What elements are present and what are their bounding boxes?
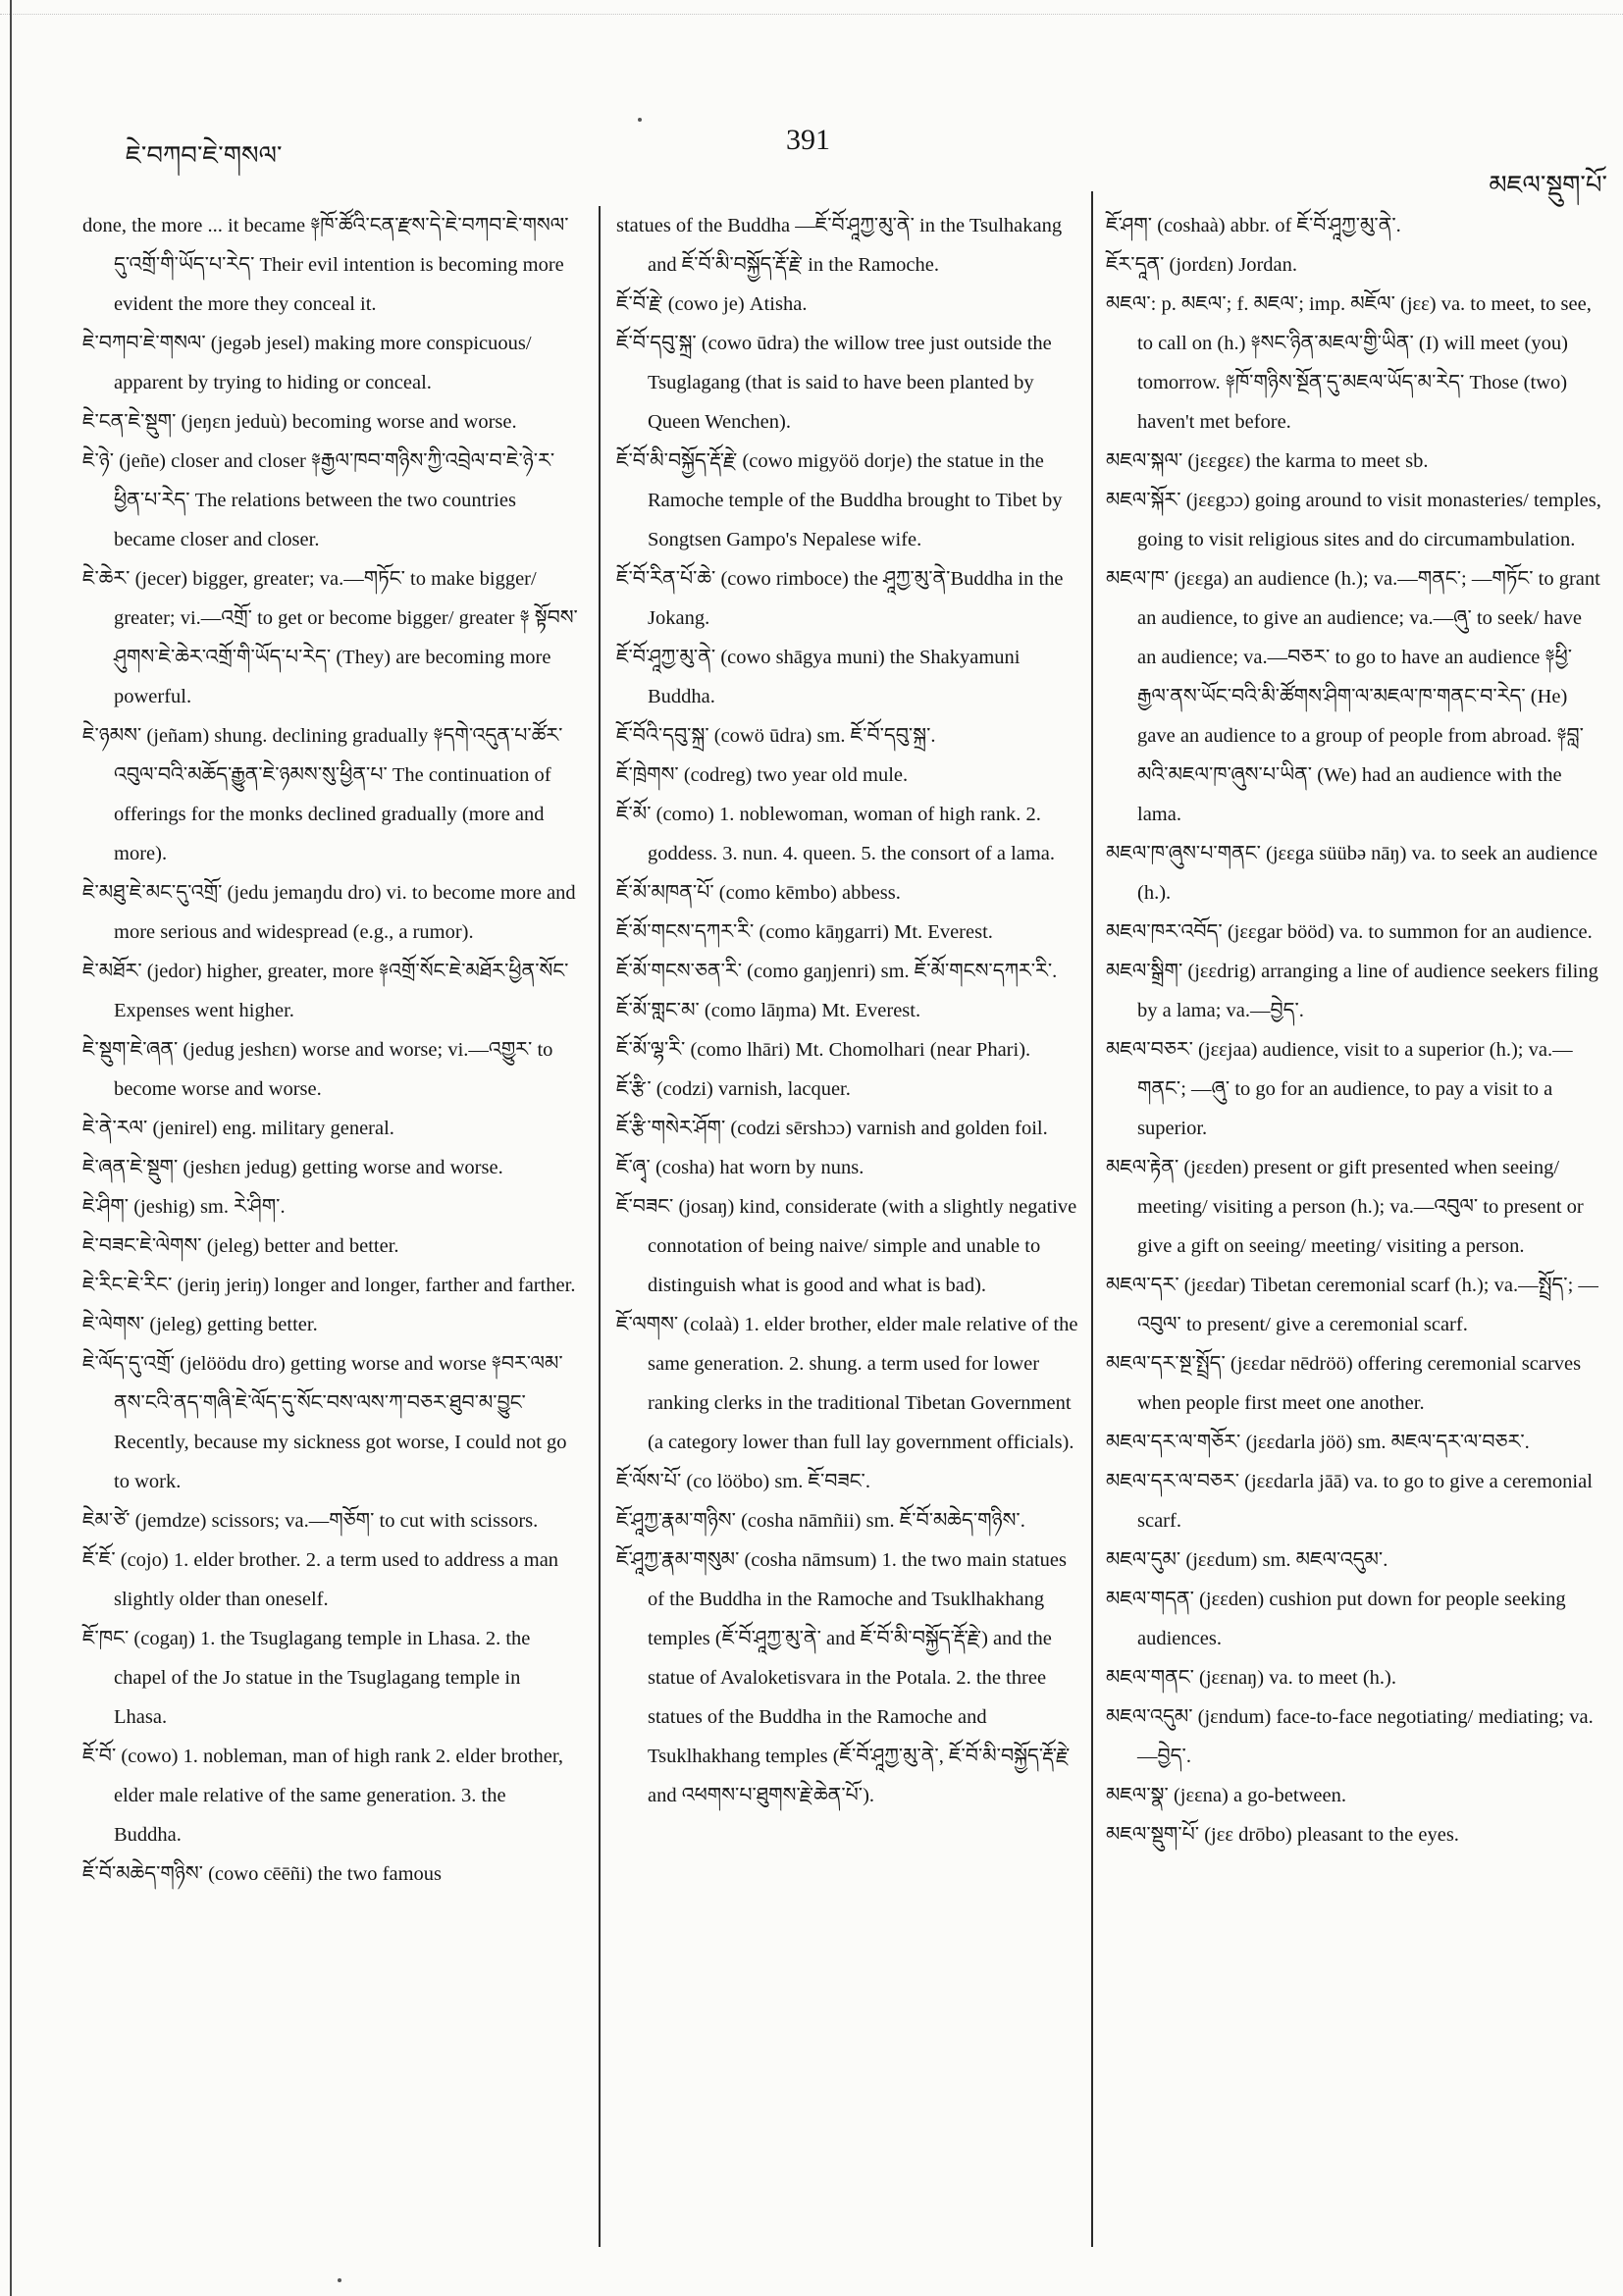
scan-left-edge <box>10 0 12 2296</box>
dictionary-entry <box>1106 913 1602 952</box>
entry-text: ཇོ་མོ་གླང་མ་ (como lāŋma) Mt. Everest. <box>616 1000 921 1021</box>
entry-text: མཇལ་གདན་ (jɛɛden) cushion put down for people seeking audiences. <box>1106 1589 1566 1649</box>
scan-speck <box>638 118 642 122</box>
dictionary-entry <box>616 1070 1083 1109</box>
entry-text: ཇེ་ཆེར་ (jecer) bigger, greater; va.—གཏོང་ to make bigger/ greater; vi.—འགྲོ་ to get or become bigger/ greater ༈ སྟོབས་ཤུགས་ཇེ་ཆེར་འགྲོ་གི་ཡོད་པ་རེད་ (They) are becoming more powerful. <box>82 568 578 707</box>
dictionary-entry <box>1106 834 1602 913</box>
entry-text: ཇོ་བོ་རིན་པོ་ཆེ་ (cowo rimboce) the ཤཱཀྱ་མུ་ནེ་Buddha in the Jokang. <box>616 568 1064 629</box>
entry-text: ཇོ་ཇོ་ (cojo) 1. elder brother. 2. a term used to address a man slightly older than oneself. <box>82 1549 559 1610</box>
dictionary-entry <box>82 1344 578 1501</box>
entry-text: མཇལ་ཁ་ (jɛɛga) an audience (h.); va.—གནང་; —གཏོང་ to grant an audience, to give an audience; va.—ཞུ་ to seek/ have an audience; va.—བཅར་ to go to have an audience ༈ཕྱི་རྒྱལ་ནས་ཡོང་བའི་མི་ཚོགས་ཤིག་ལ་མཇལ་ཁ་གནང་བ་རེད་ (He) gave an audience to a group of people from abroad. ༈བླ་མའི་མཇལ་ཁ་ཞུས་པ་ཡིན་ (We) had an audience with the lama. <box>1106 568 1600 825</box>
entry-text: ཇེ་བཟང་ཇེ་ལེགས་ (jeleg) better and better. <box>82 1235 399 1257</box>
right-running-head: མཇལ་སྡུག་པོ་ <box>1489 171 1607 199</box>
entry-text: ཇོ་ཤག་ (coshaà) abbr. of ཇོ་བོ་ཤཱཀྱ་མུ་ནེ་. <box>1106 215 1401 236</box>
dictionary-entry <box>616 952 1083 991</box>
dictionary-entry <box>82 206 578 324</box>
entry-text: མཇལ་ཁ་ཞུས་པ་གནང་ (jɛɛga süübə nāŋ) va. to seek an audience (h.). <box>1106 843 1598 904</box>
dictionary-entry <box>616 285 1083 324</box>
entry-text: མཇལ་སྡུག་པོ་ (jɛɛ drōbo) pleasant to the eyes. <box>1106 1824 1459 1846</box>
dictionary-entry <box>82 402 578 442</box>
scan-top-edge <box>0 14 1623 15</box>
entry-text: ཇོ་རྩི་ (codzi) varnish, lacquer. <box>616 1078 851 1100</box>
dictionary-entry <box>616 638 1083 716</box>
entry-text: ཇོ་ཁང་ (cogaŋ) 1. the Tsuglagang temple in Lhasa. 2. the chapel of the Jo statue in the Tsuglagang temple in Lhasa. <box>82 1628 531 1728</box>
dictionary-entry <box>82 559 578 716</box>
dictionary-entry <box>82 716 578 873</box>
entry-text: མཇལ་གནང་ (jɛɛnaŋ) va. to meet (h.). <box>1106 1667 1397 1689</box>
dictionary-entry <box>1106 1776 1602 1815</box>
dictionary-entry <box>82 1305 578 1344</box>
entry-text: མཇལ་དར་ལ་གཅོར་ (jɛɛdarla jöö) sm. མཇལ་དར་ལ་བཅར་. <box>1106 1432 1530 1453</box>
dictionary-entry <box>82 1109 578 1148</box>
entry-text: ཇེ་མཐུ་ཇེ་མང་དུ་འགྲོ་ (jedu jemaŋdu dro) vi. to become more and more serious and widespread (e.g., a rumor). <box>82 882 576 943</box>
dictionary-entry <box>1106 245 1602 285</box>
entry-text: མཇལ་སྒྲིག་ (jɛɛdrig) arranging a line of audience seekers filing by a lama; va.—བྱེད་. <box>1106 961 1598 1021</box>
dictionary-entry <box>616 1030 1083 1070</box>
column-divider-left <box>599 206 601 2247</box>
dictionary-entry <box>616 1148 1083 1187</box>
dictionary-entry <box>1106 1344 1602 1423</box>
dictionary-entry <box>1106 285 1602 442</box>
scan-speck <box>338 2278 341 2282</box>
entry-text: ཇོ་མོ་ (como) 1. noblewoman, woman of high rank. 2. goddess. 3. nun. 4. queen. 5. the consort of a lama. <box>616 804 1056 864</box>
dictionary-entry <box>1106 1580 1602 1658</box>
dictionary-entry <box>616 991 1083 1030</box>
entry-text: ཇོ་བོ་ (cowo) 1. nobleman, man of high rank 2. elder brother, elder male relative of the same generation. 3. the Buddha. <box>82 1746 563 1846</box>
entry-text: ཇེ་ནེ་རལ་ (jenirel) eng. military general. <box>82 1118 394 1139</box>
dictionary-entry <box>1106 1423 1602 1462</box>
dictionary-entry <box>616 1305 1083 1462</box>
dictionary-entry <box>82 1619 578 1737</box>
dictionary-entry <box>616 1462 1083 1501</box>
column-right <box>1106 206 1602 1854</box>
dictionary-entry <box>82 442 578 559</box>
dictionary-entry <box>616 1187 1083 1305</box>
entry-text: ཇོ་ལོས་པོ་ (co lööbo) sm. ཇོ་བཟང་. <box>616 1471 870 1492</box>
entry-text: མཇལ་སྐལ་ (jɛɛgɛɛ) the karma to meet sb. <box>1106 450 1429 472</box>
entry-text: མཇལ་སྣ་ (jɛɛna) a go-between. <box>1106 1785 1346 1806</box>
dictionary-entry <box>82 1187 578 1226</box>
entry-text: ཇོ་བཟང་ (josaŋ) kind, considerate (with a slightly negative connotation of being naive/ simple and unable to distinguish what is good and what is bad). <box>616 1196 1077 1296</box>
dictionary-entry <box>82 1737 578 1854</box>
entry-text: ཇེ་སྡུག་ཇེ་ཞན་ (jedug jeshɛn) worse and worse; vi.—འགྱུར་ to become worse and worse. <box>82 1039 553 1100</box>
entry-text: ཇེ་ཞན་ཇེ་སྡུག་ (jeshɛn jedug) getting worse and worse. <box>82 1157 503 1178</box>
dictionary-entry <box>1106 1540 1602 1580</box>
dictionary-entry <box>616 559 1083 638</box>
dictionary-entry <box>1106 1462 1602 1540</box>
entry-text: མཇལ་འདུམ་ (jɛndum) face-to-face negotiating/ mediating; va.—བྱེད་. <box>1106 1706 1594 1767</box>
entry-text: ཇེ་ངན་ཇེ་སྡུག་ (jeŋɛn jeduù) becoming worse and worse. <box>82 411 517 433</box>
entry-text: ཇོ་མོ་གངས་ཅན་རི་ (como gaŋjenri) sm. ཇོ་མོ་གངས་དཀར་རི་. <box>616 961 1058 982</box>
entry-text: མཇལ་དུམ་ (jɛɛdum) sm. མཇལ་འདུམ་. <box>1106 1549 1388 1571</box>
dictionary-entry <box>616 442 1083 559</box>
entry-text: ཇོ་མོ་ལྷ་རི་ (como lhāri) Mt. Chomolhari (near Phari). <box>616 1039 1031 1061</box>
dictionary-entry <box>1106 1697 1602 1776</box>
dictionary-entry <box>82 1854 578 1894</box>
dictionary-entry <box>82 324 578 402</box>
dictionary-entry <box>1106 1815 1602 1854</box>
entry-text: ཇེ་ལོད་དུ་འགྲོ་ (jelöödu dro) getting worse and worse ༈བར་ལམ་ནས་ངའི་ནད་གཞི་ཇེ་ལོད་དུ་སོང་བས་ལས་ཀ་བཅར་ཐུབ་མ་བྱུང་ Recently, because my sickness got worse, I could not go to work. <box>82 1353 567 1492</box>
entry-text: ཇོ་བོ་མཆེད་གཉིས་ (cowo cēēñi) the two famous <box>82 1863 443 1885</box>
entry-text: ཇེ་ཉམས་ (jeñam) shung. declining gradually ༈དགེ་འདུན་པ་ཚོར་འབུལ་བའི་མཆོད་རྒྱུན་ཇེ་ཉམས་སུ་ཕྱིན་པ་ The continuation of offerings for the monks declined gradually (more and more). <box>82 725 563 864</box>
entry-text: ཇེ་ཤིག་ (jeshig) sm. རེ་ཤིག་. <box>82 1196 286 1218</box>
dictionary-entry <box>1106 481 1602 559</box>
entry-text: ཇོ་ལགས་ (colaà) 1. elder brother, elder male relative of the same generation. 2. shung. a term used for lower ranking clerks in the traditional Tibetan Government (a category lower than full lay government officials). <box>616 1314 1078 1453</box>
entry-text: ཇེ་མཐོར་ (jedor) higher, greater, more ༈འགྲོ་སོང་ཇེ་མཐོར་ཕྱིན་སོང་ Expenses went higher. <box>82 961 569 1021</box>
dictionary-entry <box>616 1109 1083 1148</box>
entry-text: ཇོ་ཤཱཀྱ་རྣམ་གཉིས་ (cosha nāmñii) sm. ཇོ་བོ་མཆེད་གཉིས་. <box>616 1510 1025 1532</box>
dictionary-entry <box>82 873 578 952</box>
dictionary-entry <box>1106 206 1602 245</box>
dictionary-entry <box>1106 559 1602 834</box>
entry-text: ཇོ་མོ་མཁན་པོ་ (como kēmbo) abbess. <box>616 882 901 904</box>
entry-text: ཇོ་ཞྭ་ (cosha) hat worn by nuns. <box>616 1157 864 1178</box>
dictionary-entry <box>616 324 1083 442</box>
dictionary-entry <box>82 1266 578 1305</box>
dictionary-entry <box>616 1501 1083 1540</box>
dictionary-entry <box>82 1501 578 1540</box>
dictionary-entry <box>616 913 1083 952</box>
entry-text: ཇོ་མོ་གངས་དཀར་རི་ (como kāŋgarri) Mt. Everest. <box>616 921 993 943</box>
page-number: 391 <box>786 124 830 156</box>
entry-text: མཇལ་སྐོར་ (jɛɛgɔɔ) going around to visit monasteries/ temples, going to visit religious sites and do circumambulation. <box>1106 490 1601 550</box>
entry-text: མཇལ་དར་སྔ་སྤྲོད་ (jɛɛdar nēdröö) offering ceremonial scarves when people first meet one another. <box>1106 1353 1582 1414</box>
entry-text: ཇེ་ལེགས་ (jeleg) getting better. <box>82 1314 318 1335</box>
dictionary-entry <box>1106 1658 1602 1697</box>
dictionary-entry <box>616 206 1083 285</box>
dictionary-entry <box>616 795 1083 873</box>
entry-text: མཇལ་དར་ (jɛɛdar) Tibetan ceremonial scarf (h.); va.—སྤྲོད་; —འབུལ་ to present/ give a ceremonial scarf. <box>1106 1275 1598 1335</box>
dictionary-entry <box>616 873 1083 913</box>
dictionary-entry <box>82 1540 578 1619</box>
entry-text: ཇེམ་ཙེ་ (jemdze) scissors; va.—གཅོག་ to cut with scissors. <box>82 1510 539 1532</box>
entry-text: done, the more ... it became ༈ཁོ་ཚོའི་ངན་རྫས་དེ་ཇེ་བཀབ་ཇེ་གསལ་དུ་འགྲོ་གི་ཡོད་པ་རེད་ Their evil intention is becoming more evident the more they conceal it. <box>82 215 569 315</box>
dictionary-entry <box>82 1030 578 1109</box>
column-left <box>82 206 578 1894</box>
dictionary-entry <box>82 952 578 1030</box>
entry-text: ཇོ་བོ་དབུ་སྐྲ་ (cowo ūdra) the willow tree just outside the Tsuglagang (that is said to have been planted by Queen Wenchen). <box>616 333 1052 433</box>
entry-text: ཇོར་དཱན་ (jordɛn) Jordan. <box>1106 254 1297 276</box>
entry-text: statues of the Buddha —ཇོ་བོ་ཤཱཀྱ་མུ་ནེ་ in the Tsulhakang and ཇོ་བོ་མི་བསྐྱོད་རྡོ་རྗེ་ in the Ramoche. <box>616 215 1063 276</box>
dictionary-entry <box>1106 442 1602 481</box>
entry-text: མཇལ་བཅར་ (jɛɛjaa) audience, visit to a superior (h.); va.—གནང་; —ཞུ་ to go for an audience, to pay a visit to a superior. <box>1106 1039 1573 1139</box>
entry-text: མཇལ་དར་ལ་བཅར་ (jɛɛdarla jāā) va. to go to give a ceremonial scarf. <box>1106 1471 1593 1532</box>
dictionary-entry <box>616 716 1083 756</box>
entry-text: ཇེ་རིང་ཇེ་རིང་ (jeriŋ jeriŋ) longer and longer, farther and farther. <box>82 1275 576 1296</box>
dictionary-entry <box>616 1540 1083 1815</box>
dictionary-entry <box>1106 1030 1602 1148</box>
dictionary-entry <box>82 1226 578 1266</box>
dictionary-entry <box>1106 1266 1602 1344</box>
entry-text: མཇལ་རྟེན་ (jɛɛden) present or gift presented when seeing/ meeting/ visiting a person (h.); va.—འབུལ་ to present or give a gift on seeing/ meeting/ visiting a person. <box>1106 1157 1584 1257</box>
column-divider-right <box>1091 191 1093 2247</box>
entry-text: ཇོ་ཁྲེགས་ (codreg) two year old mule. <box>616 764 909 786</box>
dictionary-entry <box>616 756 1083 795</box>
entry-text: ཇོ་བོའི་དབུ་སྐྲ་ (cowö ūdra) sm. ཇོ་བོ་དབུ་སྐྲ་. <box>616 725 936 747</box>
entry-text: ཇོ་བོ་ཤཱཀྱ་མུ་ནེ་ (cowo shāgya muni) the Shakyamuni Buddha. <box>616 647 1021 707</box>
column-middle <box>616 206 1083 1815</box>
entry-text: ཇོ་རྩི་གསེར་ཤོག་ (codzi sērshɔɔ) varnish and golden foil. <box>616 1118 1048 1139</box>
dictionary-entry <box>1106 952 1602 1030</box>
entry-text: མཇལ་: p. མཇལ་; f. མཇལ་; imp. མཇོལ་ (jɛɛ) va. to meet, to see, to call on (h.) ༈སང་ཉིན་མཇལ་གྱི་ཡིན་ (I) will meet (you) tomorrow. ༈ཁོ་གཉིས་སྔོན་དུ་མཇལ་ཡོད་མ་རེད་ Those (two) haven't met before. <box>1106 293 1592 433</box>
entry-text: ཇོ་བོ་མི་བསྐྱོད་རྡོ་རྗེ་ (cowo migyöö dorje) the statue in the Ramoche temple of the Buddha brought to Tibet by Songtsen Gampo's Nepalese wife. <box>616 450 1063 550</box>
entry-text: ཇོ་བོ་རྗེ་ (cowo je) Atisha. <box>616 293 808 315</box>
entry-text: མཇལ་ཁར་འབོད་ (jɛɛgar bööd) va. to summon for an audience. <box>1106 921 1593 943</box>
entry-text: ཇོ་ཤཱཀྱ་རྣམ་གསུམ་ (cosha nāmsum) 1. the two main statues of the Buddha in the Ramoche and Tsuklhakhang temples (ཇོ་བོ་ཤཱཀྱ་མུ་ནེ་ and ཇོ་བོ་མི་བསྐྱོད་རྡོ་རྗེ་) and the statue of Avaloketisvara in the Potala. 2. the three statues of the Buddha in the Ramoche and Tsuklhakhang temples (ཇོ་བོ་ཤཱཀྱ་མུ་ནེ་, ཇོ་བོ་མི་བསྐྱོད་རྡོ་རྗེ་ and འཕགས་པ་ཐུགས་རྗེ་ཆེན་པོ་). <box>616 1549 1071 1806</box>
dictionary-entry <box>82 1148 578 1187</box>
entry-text: ཇེ་ཉེ་ (jeñe) closer and closer ༈རྒྱལ་ཁབ་གཉིས་ཀྱི་འབྲེལ་བ་ཇེ་ཉེ་ར་ཕྱིན་པ་རེད་ The relations between the two countries became closer and closer. <box>82 450 555 550</box>
entry-text: ཇེ་བཀབ་ཇེ་གསལ་ (jegəb jesel) making more conspicuous/ apparent by trying to hiding or conceal. <box>82 333 532 393</box>
dictionary-entry <box>1106 1148 1602 1266</box>
left-running-head: ཇེ་བཀབ་ཇེ་གསལ་ <box>126 141 283 170</box>
